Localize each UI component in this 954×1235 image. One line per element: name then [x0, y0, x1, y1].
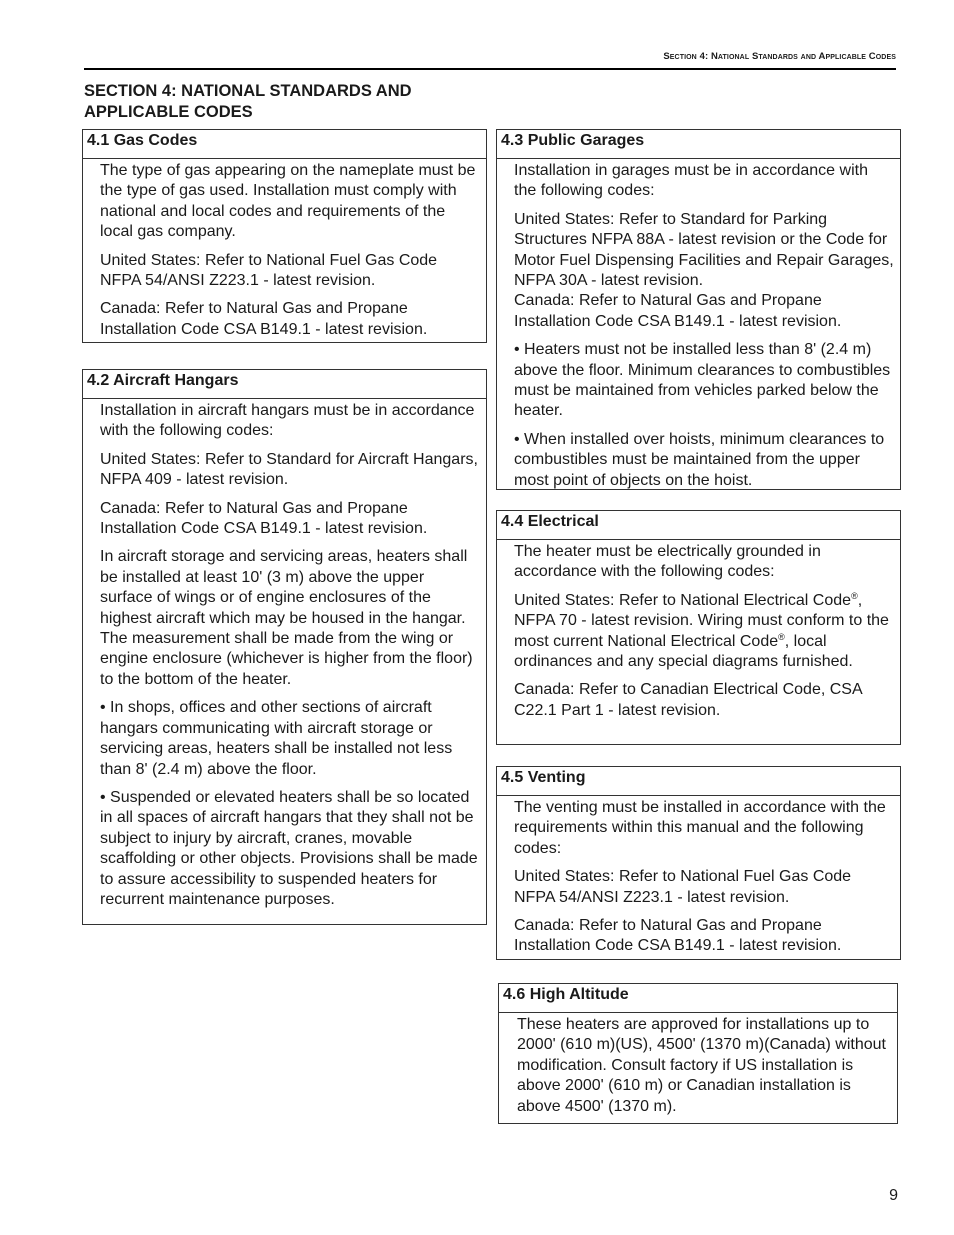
venting-box — [496, 766, 901, 960]
page-number: 9 — [889, 1187, 898, 1204]
public-garages-title: 4.3 Public Garages — [497, 130, 900, 159]
registered-mark: ® — [778, 631, 785, 642]
gas-codes-title: 4.1 Gas Codes — [83, 130, 486, 159]
gas-codes-canada-paragraph: Canada: Refer to Natural Gas and Propane Installation Code CSA B149.1 - latest revision. — [100, 300, 428, 338]
public-garages-body — [497, 159, 900, 491]
aircraft-hangars-us-paragraph: United States: Refer to Standard for Aircraft Hangars, NFPA 409 - latest revision. — [100, 450, 478, 489]
aircraft-hangars-paragraph: Installation in aircraft hangars must be in accordance with the following codes: — [100, 402, 475, 440]
aircraft-hangars-body — [83, 399, 486, 910]
high-altitude-box — [498, 983, 898, 1124]
section-title: SECTION 4: NATIONAL STANDARDS AND APPLICABLE CODES — [84, 82, 412, 121]
public-garages-bullet-floor: • Heaters must not be installed less than 8' (2.4 m) above the floor. Minimum clearances to combustibles must be maintained from vehicles parked below the heater. — [514, 341, 891, 420]
aircraft-hangars-clearance-paragraph: In aircraft storage and servicing areas, heaters shall be installed at least 10' (3 m) above the upper surface of wings or of engine enclosures of the highest aircraft which may be housed in the hangar. The measurement shall be made from the wing or engine enclosure (whichever is higher from the floor) to the bottom of the heater. — [100, 548, 473, 688]
electrical-canada-paragraph: Canada: Refer to Canadian Electrical Code, CSA C22.1 Part 1 - latest revision. — [514, 681, 862, 719]
public-garages-canada-paragraph: Canada: Refer to Natural Gas and Propane Installation Code CSA B149.1 - latest revision. — [514, 292, 842, 330]
venting-body — [497, 796, 900, 957]
running-header: Section 4: National Standards and Applicable Codes — [663, 51, 896, 62]
electrical-box — [496, 510, 901, 745]
electrical-paragraph: The heater must be electrically grounded in accordance with the following codes: — [514, 543, 821, 581]
gas-codes-box — [82, 129, 487, 343]
header-rule — [84, 68, 896, 70]
electrical-us-text-3: , local ordinances and any special diagrams furnished. — [514, 632, 853, 671]
gas-codes-us-paragraph: United States: Refer to National Fuel Gas Code NFPA 54/ANSI Z223.1 - latest revision. — [100, 251, 438, 290]
aircraft-hangars-bullet-suspended: • Suspended or elevated heaters shall be so located in all spaces of aircraft hangars that they shall not be subject to injury by aircraft, cranes, movable scaffolding or other objects. Provisions shall be made to assure accessibility to suspended heaters for recurrent maintenance purposes. — [100, 788, 478, 908]
high-altitude-paragraph: These heaters are approved for installations up to 2000' (610 m)(US), 4500' (1370 m)(Canada) without modification. Consult factory if US installation is above 2000' (610 m) or Canadian installation is above 4500' (1370 m). — [517, 1016, 886, 1115]
public-garages-us-paragraph: United States: Refer to Standard for Parking Structures NFPA 88A - latest revision or the Code for Motor Fuel Dispensing Facilities and Repair Garages, NFPA 30A - latest revision. — [514, 210, 894, 290]
high-altitude-body — [499, 1013, 897, 1117]
registered-mark: ® — [851, 590, 858, 601]
venting-us-paragraph: United States: Refer to National Fuel Gas Code NFPA 54/ANSI Z223.1 - latest revision. — [514, 868, 852, 906]
public-garages-bullet-hoists: • When installed over hoists, minimum clearances to combustibles must be maintained from the upper most point of objects on the hoist. — [514, 430, 885, 489]
aircraft-hangars-bullet-shops: • In shops, offices and other sections of aircraft hangars communicating with aircraft storage or servicing areas, heaters shall be installed not less than 8' (2.4 m) above the floor. — [100, 699, 453, 778]
aircraft-hangars-box — [82, 369, 487, 925]
aircraft-hangars-title: 4.2 Aircraft Hangars — [83, 370, 486, 399]
electrical-body — [497, 540, 900, 721]
electrical-us-text-1: United States: Refer to National Electrical Code — [514, 591, 852, 609]
venting-paragraph: The venting must be installed in accordance with the requirements within this manual and the following codes: — [514, 799, 886, 857]
venting-canada-paragraph: Canada: Refer to Natural Gas and Propane Installation Code CSA B149.1 - latest revision. — [514, 917, 842, 955]
gas-codes-paragraph: The type of gas appearing on the nameplate must be the type of gas used. Installation must comply with national and local codes and requirements of the local gas company. — [100, 162, 476, 241]
electrical-title: 4.4 Electrical — [497, 511, 900, 540]
venting-title: 4.5 Venting — [497, 767, 900, 796]
electrical-us-paragraph — [514, 591, 894, 673]
public-garages-box — [496, 129, 901, 490]
electrical-us-text-2: , NFPA 70 - latest revision. Wiring must conform to the most current National Electrical Code — [514, 591, 889, 650]
aircraft-hangars-canada-paragraph: Canada: Refer to Natural Gas and Propane Installation Code CSA B149.1 - latest revision. — [100, 499, 428, 538]
high-altitude-title: 4.6 High Altitude — [499, 984, 897, 1013]
public-garages-paragraph: Installation in garages must be in accordance with the following codes: — [514, 162, 868, 200]
gas-codes-body — [83, 159, 486, 340]
